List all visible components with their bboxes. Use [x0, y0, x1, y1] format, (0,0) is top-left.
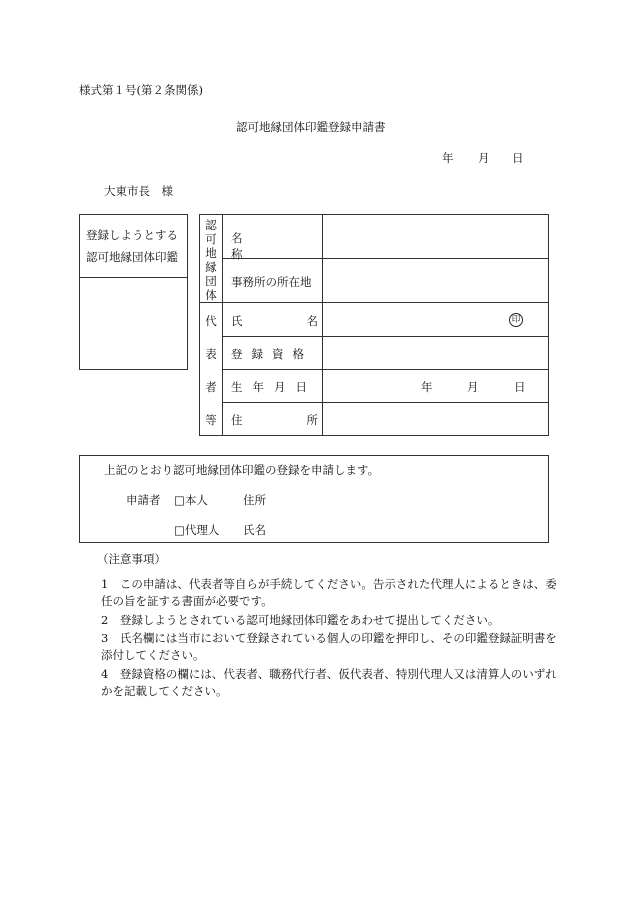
date-year: 年	[442, 151, 454, 165]
seal-box-label-2: 認可地縁団体印鑑	[86, 250, 178, 264]
applicant-name-label: 氏名	[243, 523, 266, 537]
seal-box-divider	[79, 277, 188, 278]
self-option-checkbox[interactable]: □本人	[174, 493, 208, 507]
applicant-label: 申請者	[126, 493, 161, 507]
note-item-3: 3 氏名欄には当市において登録されている個人の印鑑を押印し、その印鑑登録証明書を添付してください。	[101, 631, 557, 662]
birth-date-field[interactable]	[324, 370, 548, 401]
group-side-label: 認可地縁団体	[205, 218, 217, 302]
rep-name-label: 氏名	[231, 314, 382, 328]
rep-address-field[interactable]	[324, 403, 548, 435]
seal-mark-icon: 印	[509, 313, 523, 327]
birth-date-label: 生年月日	[231, 380, 317, 394]
qualification-field[interactable]	[324, 337, 548, 368]
applicant-address-label: 住所	[243, 493, 266, 507]
representative-side-label: 代表者等	[205, 314, 217, 427]
qualification-label: 登録資格	[231, 347, 313, 361]
birth-day: 日	[514, 380, 526, 394]
group-name-label	[231, 230, 315, 262]
form-title: 認可地縁団体印鑑登録申請書	[236, 120, 386, 134]
seal-box-label-1: 登録しようとする	[86, 228, 178, 242]
seal-impression-area[interactable]	[80, 279, 187, 369]
office-address-field[interactable]	[324, 259, 548, 301]
note-item-2: 2 登録しようとされている認可地縁団体印鑑をあわせて提出してください。	[101, 613, 500, 627]
date-month: 月	[478, 151, 490, 165]
note-item-1: 1 この申請は、代表者等自らが手続してください。告示された代理人によるときは、委任の旨を証する書面が必要です。	[101, 577, 557, 608]
rep-address-label: 住所	[231, 413, 382, 427]
form-number: 様式第１号(第２条関係)	[79, 83, 203, 97]
proxy-option-checkbox[interactable]: □代理人	[174, 523, 220, 537]
addressee: 大東市長 様	[104, 184, 173, 198]
notes-heading: （注意事項）	[97, 552, 166, 566]
office-address-label: 事務所の所在地	[231, 275, 312, 289]
date-day: 日	[512, 151, 524, 165]
group-name-label-text: 名称	[231, 231, 293, 261]
birth-year: 年	[421, 380, 433, 394]
note-item-4: 4 登録資格の欄には、代表者、職務代行者、仮代表者、特別代理人又は清算人のいずれかを記載してください。	[101, 667, 557, 698]
application-statement: 上記のとおり認可地縁団体印鑑の登録を申請します。	[104, 463, 380, 477]
group-name-field[interactable]	[324, 215, 548, 257]
birth-month: 月	[467, 380, 479, 394]
